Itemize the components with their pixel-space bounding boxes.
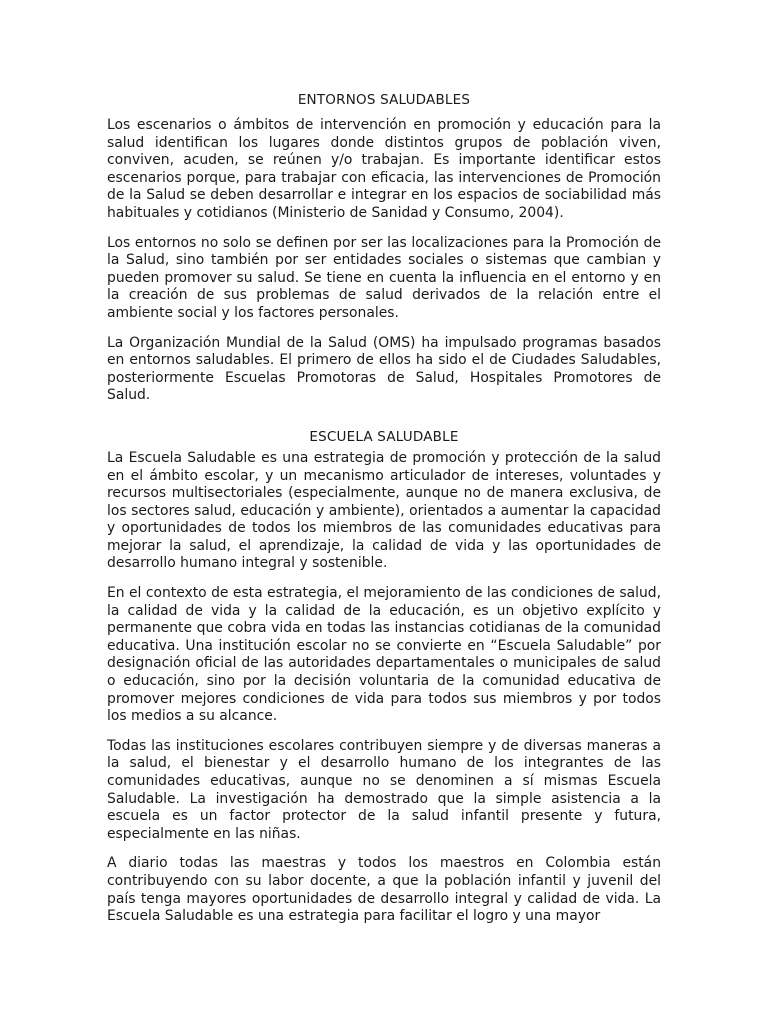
paragraph: En el contexto de esta estrategia, el mejoramiento de las condiciones de salud, la calidad de vida y la calidad de la educación, es un objetivo explícito y permanente que cobra vida en todas las instancias cotidianas de la comunidad educativa. Una institución escolar no se convierte en “Escuela Saludable” por designación oficial de las autoridades departamentales o municipales de salud o educación, sino por la decisión voluntaria de la comunidad educativa de promover mejores condiciones de vida para todos sus miembros y por todos los medios a su alcance. — [107, 585, 661, 725]
paragraph: La Organización Mundial de la Salud (OMS) ha impulsado programas basados en entornos saludables. El primero de ellos ha sido el de Ciudades Saludables, posteriormente Escuelas Promotoras de Salud, Hospitales Promotores de Salud. — [107, 334, 661, 404]
paragraph: Los entornos no solo se definen por ser las localizaciones para la Promoción de la Salud, sino también por ser entidades sociales o sistemas que cambian y pueden promover su salud. Se tiene en cuenta la influencia en el entorno y en la creación de sus problemas de salud derivados de la relación entre el ambiente social y los factores personales. — [107, 234, 661, 321]
paragraph: Todas las instituciones escolares contribuyen siempre y de diversas maneras a la salud, el bienestar y el desarrollo humano de los integrantes de las comunidades educativas, aunque no se denominen a sí mismas Escuela Saludable. La investigación ha demostrado que la simple asistencia a la escuela es un factor protector de la salud infantil presente y futura, especialmente en las niñas. — [107, 737, 661, 842]
section-title: ENTORNOS SALUDABLES — [297, 92, 471, 108]
document-page — [107, 88, 661, 1024]
section-title: ESCUELA SALUDABLE — [309, 428, 459, 445]
paragraph: A diario todas las maestras y todos los maestros en Colombia están contribuyendo con su labor docente, a que la población infantil y juvenil del país tenga mayores oportunidades de desarrollo integral y calidad de vida. La Escuela Saludable es una estrategia para facilitar el logro y una mayor — [107, 855, 661, 925]
paragraph: La Escuela Saludable es una estrategia de promoción y protección de la salud en el ámbito escolar, y un mecanismo articulador de intereses, voluntades y recursos multisectoriales (especialmente, aunque no de manera exclusiva, de los sectores salud, educación y ambiente), orientados a aumentar la capacidad y oportunidades de todos los miembros de las comunidades educativas para mejorar la salud, el aprendizaje, la calidad de vida y las oportunidades de desarrollo humano integral y sostenible. — [107, 449, 661, 572]
paragraph: Los escenarios o ámbitos de intervención en promoción y educación para la salud identifican los lugares donde distintos grupos de población viven, conviven, acuden, se reúnen y/o trabajan. Es importante identificar estos escenarios porque, para trabajar con eficacia, las intervenciones de Promoción de la Salud se deben desarrollar e integrar en los espacios de sociabilidad más habituales y cotidianos (Ministerio de Sanidad y Consumo, 2004). — [107, 117, 661, 221]
